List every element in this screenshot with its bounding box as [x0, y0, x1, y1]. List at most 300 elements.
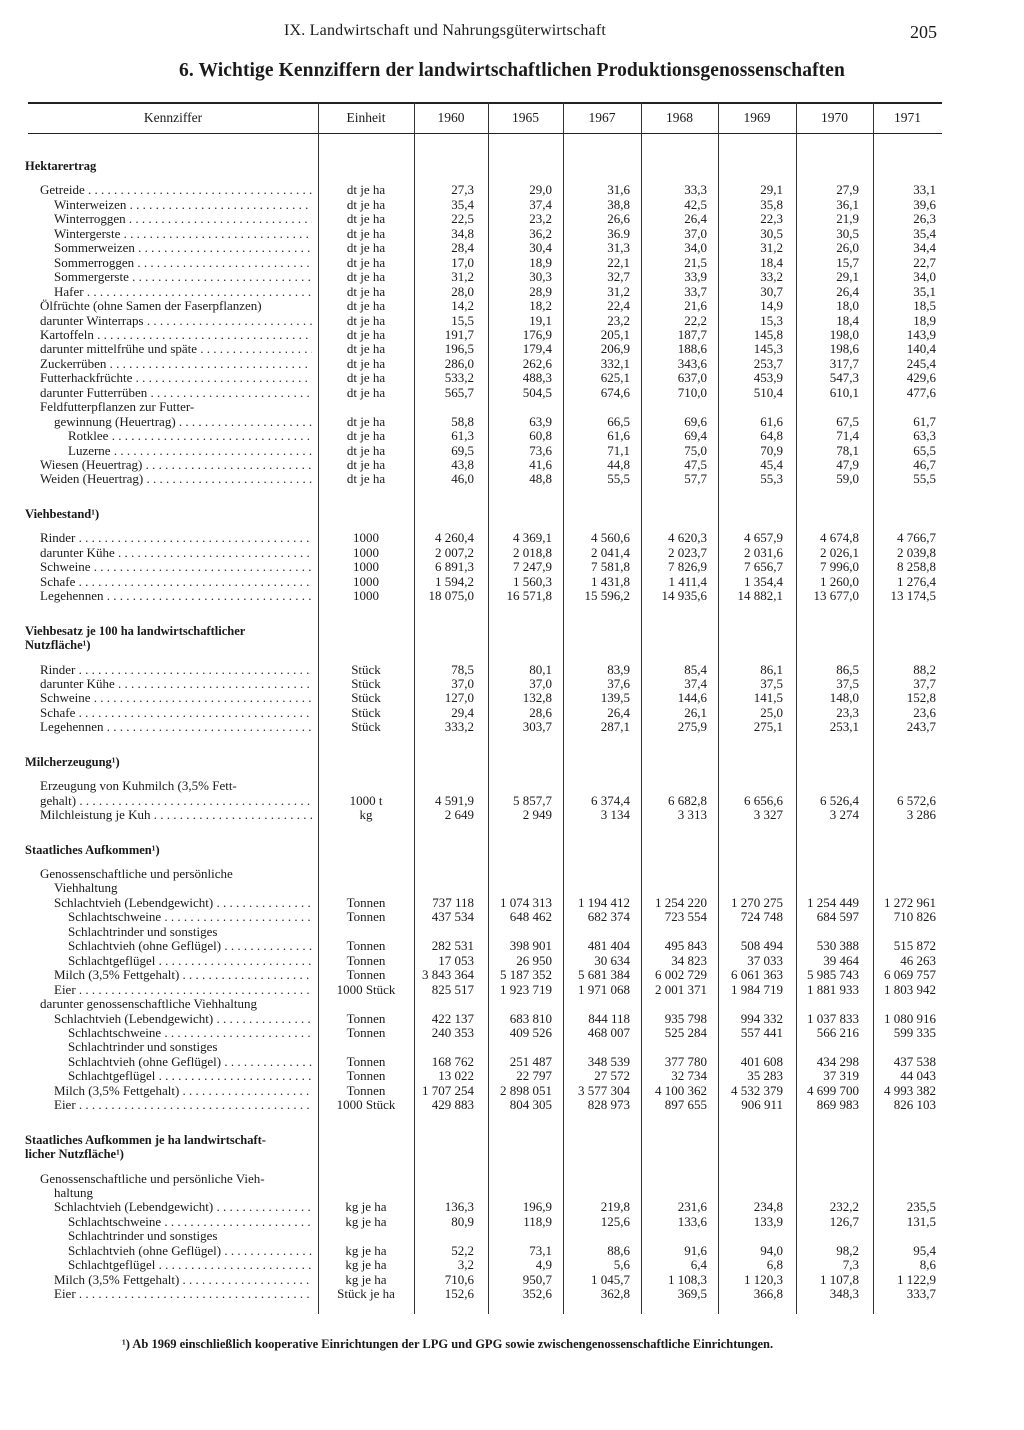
value-cell-1970: 530 388	[816, 938, 859, 954]
unit-cell: Tonnen	[346, 952, 386, 968]
value-cell-1967: 22,1	[607, 254, 630, 270]
value-cell-1965: 23,2	[529, 211, 552, 227]
value-cell-1970: 18,0	[836, 298, 859, 314]
value-cell-1968: 57,7	[684, 471, 707, 487]
unit-cell: 1000	[353, 588, 379, 604]
unit-cell: Stück	[351, 690, 381, 706]
value-cell-1967: 625,1	[600, 370, 630, 386]
value-cell-1967: 1 045,7	[591, 1271, 630, 1287]
value-cell-1970: 148,0	[829, 690, 859, 706]
unit-cell: kg je ha	[345, 1271, 387, 1287]
value-cell-1969: 14,9	[760, 298, 783, 314]
row-label: Feldfutterpflanzen zur Futter-	[40, 400, 195, 415]
value-cell-1967: 71,1	[607, 442, 630, 458]
value-cell-1970: 317,7	[829, 355, 859, 371]
value-cell-1967: 6 374,4	[591, 792, 630, 808]
value-cell-1968: 34 823	[671, 952, 707, 968]
value-cell-1968: 2 023,7	[668, 544, 707, 560]
unit-cell: dt je ha	[346, 240, 386, 256]
value-cell-1969: 31,2	[760, 240, 783, 256]
value-cell-1971: 152,8	[906, 690, 936, 706]
value-cell-1967: 5 681 384	[578, 967, 630, 983]
value-cell-1967: 44,8	[607, 457, 630, 472]
unit-cell: 1000	[353, 573, 379, 589]
value-cell-1969: 15,3	[760, 312, 783, 328]
value-cell-1967: 15 596,2	[584, 588, 630, 604]
value-cell-1968: 37,4	[684, 675, 707, 691]
unit-cell: Tonnen	[346, 938, 386, 954]
value-cell-1968: 2 001 371	[655, 981, 707, 997]
value-cell-1960: 80,9	[451, 1213, 474, 1229]
row-label: Schlachtrinder und sonstiges	[68, 924, 218, 939]
value-cell-1971: 1 272 961	[884, 894, 936, 910]
value-cell-1960: 1 707 254	[422, 1082, 474, 1098]
unit-cell: Tonnen	[346, 967, 386, 983]
value-cell-1965: 22 797	[516, 1068, 552, 1084]
value-cell-1970: 126,7	[829, 1213, 859, 1229]
value-cell-1967: 26,6	[607, 211, 630, 227]
value-cell-1968: 26,4	[684, 211, 707, 227]
value-cell-1970: 71,4	[836, 428, 859, 444]
value-cell-1965: 26 950	[516, 952, 552, 968]
value-cell-1968: 1 411,4	[668, 573, 707, 589]
unit-cell: dt je ha	[346, 457, 386, 472]
value-cell-1970: 27,9	[836, 182, 859, 198]
value-cell-1970: 23,3	[836, 704, 859, 720]
value-cell-1967: 30 634	[594, 952, 630, 968]
value-cell-1969: 145,8	[753, 326, 783, 342]
value-cell-1970: 869 983	[816, 1097, 859, 1113]
value-cell-1960: 35,4	[451, 196, 474, 212]
value-cell-1971: 1 803 942	[884, 981, 936, 997]
unit-cell: dt je ha	[346, 428, 386, 444]
column-header-1967: 1967	[588, 110, 616, 125]
value-cell-1968: 1 108,3	[668, 1271, 707, 1287]
value-cell-1960: 565,7	[444, 384, 474, 400]
value-cell-1971: 18,5	[913, 298, 936, 314]
value-cell-1970: 26,4	[836, 283, 859, 299]
value-cell-1971: 37,7	[913, 675, 936, 691]
row-label: haltung	[54, 1186, 93, 1200]
value-cell-1970: 47,9	[836, 457, 859, 472]
value-cell-1968: 343,6	[677, 355, 707, 371]
value-cell-1968: 710,0	[677, 384, 707, 400]
unit-cell: Tonnen	[346, 1024, 386, 1040]
value-cell-1960: 333,2	[444, 719, 474, 735]
value-cell-1967: 682 374	[587, 909, 630, 925]
value-cell-1969: 2 031,6	[744, 544, 783, 560]
value-cell-1967: 348 539	[587, 1053, 630, 1069]
value-cell-1970: 5 985 743	[807, 967, 859, 983]
value-cell-1965: 4,9	[535, 1257, 552, 1273]
value-cell-1967: 828 973	[587, 1097, 630, 1113]
value-cell-1960: 737 118	[432, 894, 474, 910]
value-cell-1970: 566 216	[816, 1024, 859, 1040]
value-cell-1971: 826 103	[893, 1097, 936, 1113]
value-cell-1970: 37 319	[823, 1068, 859, 1084]
row-label: Milch (3,5% Fettgehalt) . . .	[54, 1084, 312, 1098]
value-cell-1970: 547,3	[829, 370, 859, 386]
value-cell-1965: 80,1	[529, 661, 552, 677]
value-cell-1967: 362,8	[600, 1286, 630, 1302]
value-cell-1965: 683 810	[509, 1010, 552, 1026]
value-cell-1967: 219,8	[600, 1199, 630, 1215]
value-cell-1971: 34,0	[913, 269, 936, 285]
value-cell-1967: 1 971 068	[578, 981, 630, 997]
value-cell-1968: 33,7	[684, 283, 707, 299]
value-cell-1967: 844 118	[588, 1010, 630, 1026]
value-cell-1968: 33,3	[684, 182, 707, 198]
value-cell-1960: 13 022	[438, 1068, 474, 1084]
value-cell-1967: 1 431,8	[591, 573, 630, 589]
value-cell-1965: 132,8	[522, 690, 552, 706]
value-cell-1970: 1 107,8	[820, 1271, 859, 1287]
row-label: Milcherzeugung¹)	[25, 754, 120, 769]
value-cell-1967: 38,8	[607, 196, 630, 212]
value-cell-1965: 48,8	[529, 471, 552, 487]
row-label: darunter Winterraps . . .	[40, 314, 312, 328]
value-cell-1965: 2 018,8	[513, 544, 552, 560]
value-cell-1969: 25,0	[760, 704, 783, 720]
value-cell-1971: 46 263	[900, 952, 936, 968]
value-cell-1970: 13 677,0	[813, 588, 859, 604]
value-cell-1971: 95,4	[913, 1242, 936, 1258]
value-cell-1960: 52,2	[451, 1242, 474, 1258]
unit-cell: Tonnen	[346, 1068, 386, 1084]
value-cell-1965: 504,5	[522, 384, 552, 400]
value-cell-1960: 28,4	[451, 240, 474, 256]
value-cell-1968: 91,6	[684, 1242, 707, 1258]
value-cell-1971: 1 122,9	[897, 1271, 936, 1287]
value-cell-1970: 39 464	[823, 952, 859, 968]
row-label: Winterweizen . . .	[54, 198, 312, 212]
value-cell-1970: 18,4	[836, 312, 859, 328]
value-cell-1960: 286,0	[444, 355, 474, 371]
value-cell-1969: 724 748	[740, 909, 783, 925]
value-cell-1968: 7 826,9	[668, 559, 707, 575]
row-label: darunter Kühe . . .	[40, 546, 312, 560]
value-cell-1970: 2 026,1	[820, 544, 859, 560]
column-header-kennziffer: Kennziffer	[143, 110, 203, 125]
unit-cell: dt je ha	[346, 254, 386, 270]
value-cell-1965: 37,4	[529, 196, 552, 212]
value-cell-1969: 30,7	[760, 283, 783, 299]
row-label: Schlachtgeflügel . . .	[68, 1069, 312, 1083]
value-cell-1969: 30,5	[760, 225, 783, 241]
value-cell-1969: 453,9	[753, 370, 783, 386]
value-cell-1967: 83,9	[607, 661, 630, 677]
value-cell-1971: 429,6	[906, 370, 936, 386]
value-cell-1969: 37 033	[747, 952, 783, 968]
unit-cell: Stück	[351, 675, 381, 691]
value-cell-1968: 47,5	[684, 457, 707, 472]
value-cell-1971: 3 286	[906, 807, 936, 823]
value-cell-1967: 3 134	[600, 807, 630, 823]
value-cell-1968: 6 002 729	[655, 967, 707, 983]
value-cell-1965: 28,6	[529, 704, 552, 720]
value-cell-1967: 5,6	[613, 1257, 630, 1273]
row-label: Schlachtgeflügel . . .	[68, 954, 312, 968]
row-label: Schlachtvieh (Lebendgewicht) . . .	[54, 1012, 312, 1026]
row-label: Milchleistung je Kuh . . .	[40, 808, 312, 822]
value-cell-1971: 55,5	[913, 471, 936, 487]
value-cell-1967: 61,6	[607, 428, 630, 444]
value-cell-1971: 13 174,5	[890, 588, 936, 604]
row-label: Staatliches Aufkommen¹)	[25, 842, 160, 857]
row-label: Schlachtschweine . . .	[68, 1026, 312, 1040]
value-cell-1969: 4 532 379	[731, 1082, 783, 1098]
value-cell-1967: 2 041,4	[591, 544, 630, 560]
value-cell-1969: 145,3	[753, 341, 783, 357]
value-cell-1960: 69,5	[451, 442, 474, 458]
value-cell-1965: 73,6	[529, 442, 552, 458]
row-label: Schlachtrinder und sonstiges	[68, 1040, 218, 1055]
unit-cell: Tonnen	[346, 909, 386, 925]
value-cell-1970: 7 996,0	[820, 559, 859, 575]
row-label: Rotklee . . .	[68, 429, 312, 443]
value-cell-1960: 43,8	[451, 457, 474, 472]
value-cell-1968: 69,4	[684, 428, 707, 444]
value-cell-1965: 29,0	[529, 182, 552, 198]
value-cell-1971: 63,3	[913, 428, 936, 444]
value-cell-1967: 31,2	[607, 283, 630, 299]
value-cell-1969: 70,9	[760, 442, 783, 458]
value-cell-1969: 6 061 363	[731, 967, 783, 983]
unit-cell: Stück	[351, 661, 381, 677]
value-cell-1960: 282 531	[431, 938, 474, 954]
value-cell-1965: 950,7	[522, 1271, 552, 1287]
value-cell-1968: 133,6	[677, 1213, 707, 1229]
unit-cell: Tonnen	[346, 894, 386, 910]
table-title: 6. Wichtige Kennziffern der landwirtschaftlichen Produktionsgenossenschaften	[179, 60, 845, 81]
value-cell-1960: 240 353	[431, 1024, 474, 1040]
value-cell-1969: 994 332	[740, 1010, 783, 1026]
value-cell-1960: 2 649	[444, 807, 474, 823]
value-cell-1965: 37,0	[529, 675, 552, 691]
value-cell-1968: 4 620,3	[668, 530, 707, 546]
row-label: darunter mittelfrühe und späte . . .	[40, 342, 312, 356]
row-label: Erzeugung von Kuhmilch (3,5% Fett-	[40, 779, 237, 794]
value-cell-1968: 85,4	[684, 661, 707, 677]
unit-cell: Stück	[351, 704, 381, 720]
column-header-1968: 1968	[666, 110, 693, 125]
value-cell-1965: 176,9	[522, 326, 552, 342]
value-cell-1965: 1 923 719	[500, 981, 552, 997]
value-cell-1969: 557 441	[740, 1024, 783, 1040]
value-cell-1969: 45,4	[760, 457, 783, 472]
value-cell-1970: 29,1	[836, 269, 859, 285]
row-label: darunter Futterrüben . . .	[40, 386, 312, 400]
value-cell-1960: 18 075,0	[428, 588, 474, 604]
unit-cell: Tonnen	[346, 1010, 386, 1026]
row-label: Milch (3,5% Fettgehalt) . . .	[54, 968, 312, 982]
value-cell-1965: 804 305	[509, 1097, 552, 1113]
value-cell-1970: 15,7	[836, 254, 859, 270]
value-cell-1969: 133,9	[753, 1213, 783, 1229]
value-cell-1971: 39,6	[913, 196, 936, 212]
value-cell-1969: 14 882,1	[737, 588, 783, 604]
value-cell-1965: 2 949	[522, 807, 552, 823]
unit-cell: Stück je ha	[337, 1286, 395, 1302]
value-cell-1971: 140,4	[906, 341, 936, 357]
value-cell-1960: 4 260,4	[435, 530, 474, 546]
unit-cell: kg	[359, 807, 373, 823]
value-cell-1967: 3 577 304	[578, 1082, 630, 1098]
unit-cell: dt je ha	[346, 182, 386, 198]
value-cell-1971: 8,6	[919, 1257, 936, 1273]
column-header-1969: 1969	[743, 110, 771, 125]
value-cell-1965: 352,6	[522, 1286, 552, 1302]
value-cell-1960: 152,6	[444, 1286, 474, 1302]
value-cell-1971: 2 039,8	[897, 544, 936, 560]
value-cell-1967: 674,6	[600, 384, 630, 400]
row-label: Nutzfläche¹)	[25, 638, 91, 653]
value-cell-1969: 141,5	[753, 690, 783, 706]
row-label: Rinder . . .	[40, 663, 312, 677]
chapter-title: IX. Landwirtschaft und Nahrungsgüterwirtschaft	[284, 22, 606, 39]
value-cell-1960: 61,3	[451, 428, 474, 444]
value-cell-1960: 46,0	[451, 471, 474, 487]
value-cell-1971: 4 993 382	[884, 1082, 936, 1098]
value-cell-1960: 34,8	[451, 225, 474, 241]
value-cell-1965: 73,1	[529, 1242, 552, 1258]
value-cell-1969: 1 270 275	[731, 894, 783, 910]
value-cell-1965: 41,6	[529, 457, 552, 472]
value-cell-1970: 78,1	[836, 442, 859, 458]
value-cell-1965: 251 487	[509, 1053, 552, 1069]
value-cell-1967: 27 572	[594, 1068, 630, 1084]
unit-cell: dt je ha	[346, 211, 386, 227]
value-cell-1965: 16 571,8	[506, 588, 552, 604]
value-cell-1960: 2 007,2	[435, 544, 474, 560]
value-cell-1960: 196,5	[444, 341, 474, 357]
value-cell-1967: 55,5	[607, 471, 630, 487]
value-cell-1969: 253,7	[753, 355, 783, 371]
value-cell-1967: 481 404	[587, 938, 630, 954]
row-label: Schafe . . .	[40, 706, 312, 720]
unit-cell: dt je ha	[346, 326, 386, 342]
value-cell-1968: 6,4	[690, 1257, 707, 1273]
column-header-einheit: Einheit	[346, 110, 386, 125]
value-cell-1967: 23,2	[607, 312, 630, 328]
value-cell-1970: 684 597	[816, 909, 859, 925]
value-cell-1965: 18,2	[529, 298, 552, 314]
value-cell-1971: 245,4	[906, 355, 936, 371]
row-label: Schlachtvieh (Lebendgewicht) . . .	[54, 896, 312, 910]
unit-cell: dt je ha	[346, 355, 386, 371]
value-cell-1960: 437 534	[431, 909, 474, 925]
unit-cell: dt je ha	[346, 196, 386, 212]
value-cell-1968: 42,5	[684, 196, 707, 212]
value-cell-1960: 825 517	[431, 981, 474, 997]
row-label: Schlachtvieh (ohne Geflügel) . . .	[68, 939, 312, 953]
value-cell-1969: 906 911	[741, 1097, 783, 1113]
unit-cell: dt je ha	[346, 384, 386, 400]
value-cell-1967: 139,5	[600, 690, 630, 706]
value-cell-1965: 409 526	[509, 1024, 552, 1040]
value-cell-1968: 897 655	[664, 1097, 707, 1113]
value-cell-1965: 5 857,7	[513, 792, 552, 808]
value-cell-1968: 377 780	[664, 1053, 707, 1069]
value-cell-1970: 1 254 449	[807, 894, 859, 910]
value-cell-1960: 127,0	[444, 690, 474, 706]
value-cell-1968: 935 798	[664, 1010, 707, 1026]
value-cell-1971: 65,5	[913, 442, 936, 458]
value-cell-1960: 31,2	[451, 269, 474, 285]
value-cell-1967: 36.9	[607, 225, 630, 241]
value-cell-1969: 401 608	[740, 1053, 783, 1069]
row-label: darunter genossenschaftliche Viehhaltung	[40, 997, 258, 1012]
value-cell-1968: 187,7	[677, 326, 707, 342]
value-cell-1967: 205,1	[600, 326, 630, 342]
value-cell-1969: 35,8	[760, 196, 783, 212]
value-cell-1971: 1 276,4	[897, 573, 936, 589]
unit-cell: dt je ha	[346, 413, 386, 429]
value-cell-1969: 35 283	[747, 1068, 783, 1084]
value-cell-1968: 69,6	[684, 413, 707, 429]
value-cell-1969: 366,8	[753, 1286, 783, 1302]
value-cell-1968: 33,9	[684, 269, 707, 285]
unit-cell: dt je ha	[346, 283, 386, 299]
unit-cell: kg je ha	[345, 1257, 387, 1273]
row-label: Schlachtschweine . . .	[68, 910, 312, 924]
value-cell-1967: 31,6	[607, 182, 630, 198]
row-label: Eier . . .	[54, 983, 312, 997]
row-label: Viehbestand¹)	[25, 506, 100, 521]
unit-cell: dt je ha	[346, 471, 386, 487]
unit-cell: 1000 t	[349, 792, 383, 808]
value-cell-1971: 599 335	[893, 1024, 936, 1040]
value-cell-1960: 3 843 364	[422, 967, 474, 983]
value-cell-1969: 4 657,9	[744, 530, 783, 546]
row-label: Wiesen (Heuertrag) . . .	[40, 458, 312, 472]
value-cell-1967: 4 560,6	[591, 530, 630, 546]
value-cell-1971: 18,9	[913, 312, 936, 328]
row-label: Genossenschaftliche und persönliche	[40, 867, 233, 881]
unit-cell: 1000 Stück	[336, 1097, 396, 1113]
unit-cell: 1000	[353, 544, 379, 560]
value-cell-1971: 46,7	[913, 457, 936, 472]
value-cell-1971: 235,5	[906, 1199, 936, 1215]
value-cell-1965: 303,7	[522, 719, 552, 735]
value-cell-1965: 60,8	[529, 428, 552, 444]
value-cell-1971: 8 258,8	[897, 559, 936, 575]
row-label: Sommergerste . . .	[54, 270, 312, 284]
value-cell-1969: 7 656,7	[744, 559, 783, 575]
value-cell-1965: 36,2	[529, 225, 552, 241]
row-label: darunter Kühe . . .	[40, 677, 312, 691]
value-cell-1967: 31,3	[607, 240, 630, 256]
value-cell-1971: 131,5	[906, 1213, 936, 1229]
value-cell-1970: 67,5	[836, 413, 859, 429]
row-label: Staatliches Aufkommen je ha landwirtschaft-	[25, 1132, 266, 1147]
value-cell-1971: 35,4	[913, 225, 936, 241]
row-label: Luzerne . . .	[68, 444, 312, 458]
value-cell-1970: 36,1	[836, 196, 859, 212]
unit-cell: dt je ha	[346, 298, 386, 314]
value-cell-1960: 58,8	[451, 413, 474, 429]
value-cell-1965: 262,6	[522, 355, 552, 371]
value-cell-1967: 7 581,8	[591, 559, 630, 575]
value-cell-1960: 429 883	[431, 1097, 474, 1113]
value-cell-1960: 17 053	[438, 952, 474, 968]
value-cell-1968: 21,5	[684, 254, 707, 270]
value-cell-1970: 198,0	[829, 326, 859, 342]
row-label: Schlachtvieh (ohne Geflügel) . . .	[68, 1055, 312, 1069]
column-header-1970: 1970	[821, 110, 848, 125]
value-cell-1960: 17,0	[451, 254, 474, 270]
row-label: Rinder . . .	[40, 531, 312, 545]
